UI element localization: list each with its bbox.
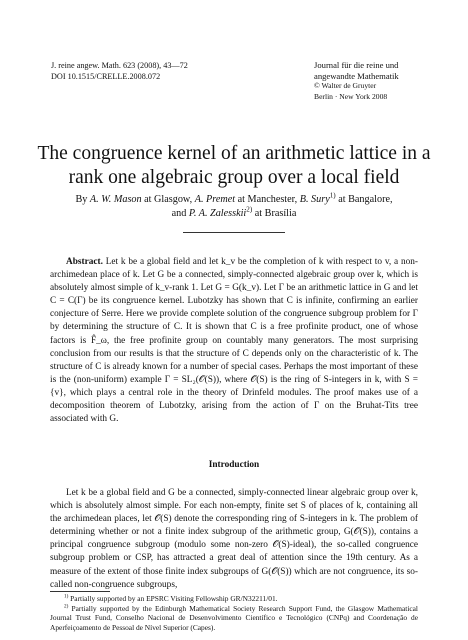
author-location: at Glasgow,	[141, 194, 195, 205]
title-divider	[183, 232, 285, 233]
footnote-mark: 1)	[64, 593, 69, 600]
abstract-label: Abstract.	[66, 257, 103, 267]
abstract	[50, 256, 418, 426]
footnote-marker: 2)	[246, 205, 253, 214]
footnote	[50, 594, 418, 604]
author-name: A. Premet	[194, 194, 236, 205]
publisher-place: Berlin · New York 2008	[314, 91, 388, 101]
doi: DOI 10.1515/CRELLE.2008.072	[51, 71, 161, 81]
author-location: at Manchester,	[235, 194, 300, 205]
paper-title: The congruence kernel of an arithmetic lattice in a rank one algebraic group over a local field	[37, 143, 431, 188]
abstract-text: Let k be a global field and let k_v be the completion of k with respect to v, a non-archimedean place of k. Let G be a connected, simply-connected algebraic group over k, which is absolutely almost simple of k_v-rank 1. Let G = G(k_v). Let Γ be an arithmetic lattice in G and let C = C(Γ) be its congruence kernel. Lubotzky has shown that C is infinite, confirming an earlier conjecture of Serre. Here we provide complete solution of the congruence subgroup problem for Γ by determining the structure of C. It is shown that C is a free profinite product, one of whose factors is F̂_ω, the free profinite group on countably many generators. The most surprising conclusion from our results is that the structure of C depends only on the characteristic of k. The structure of C is already known for a number of special cases. Perhaps the most important of these is the (non-uniform) example Γ = SL₂(𝒪(S)), where 𝒪(S) is the ring of S-integers in k, with S = {v}, which plays a central role in the theory of Drinfeld modules. The proof makes use of a decomposition theorem of Lubotzky, arising from the action of Γ on the Bruhat-Tits tree associated with G.	[50, 257, 418, 425]
author-location: at Brasília	[252, 207, 297, 219]
author-name: B. Sury	[299, 194, 330, 205]
footnote-text: Partially supported by an EPSRC Visiting Fellowship GR/N32211/01.	[70, 594, 278, 603]
journal-reference	[51, 61, 188, 82]
author-name: P. A. Zalesskii	[188, 207, 247, 219]
journal-name-line1: Journal für die reine und	[314, 60, 399, 70]
author-and: and	[171, 207, 189, 219]
section-heading: Introduction	[208, 460, 260, 470]
footnotes	[50, 594, 418, 632]
journal-name-line2: angewandte Mathematik	[314, 70, 399, 81]
journal-masthead	[314, 60, 399, 102]
author-name: A. W. Mason	[89, 194, 142, 205]
author-location: at Bangalore,	[335, 194, 393, 205]
publisher: © Walter de Gruyter	[314, 81, 377, 90]
footnote-mark: 2)	[64, 603, 69, 610]
footnote-text: Partially supported by the Edinburgh Mathematical Society Research Support Fund, the Glasgow Mathematical Journal Trust Fund, Conselho Nacional de Desenvolvimento Científico e Tecnológico (CNPq) and Coordenação de Aperfeiçoamento de Pessoal de Nível Superior (Capes).	[50, 603, 418, 632]
footnote	[50, 604, 418, 633]
journal-citation: J. reine angew. Math. 623 (2008), 43—72	[51, 61, 188, 70]
introduction-paragraph: Let k be a global field and G be a connected, simply-connected linear algebraic group over k, which is absolutely almost simple. For each non-empty, finite set S of places of k, containing all the archimedean places, let 𝒪(S) denote the corresponding ring of S-integers in k. The problem of determining whether or not a finite index subgroup of the arithmetic group, G(𝒪(S)), contains a principal congruence subgroup (modulo some non-zero 𝒪(S)-ideal), the so-called congruence subgroup problem or CSP, has attracted a great deal of attention since the 19th century. As a measure of the extent of those finite index subgroups of G(𝒪(S)) which are not congruence, its so-called non-congruence subgroups,	[50, 488, 418, 590]
author-line	[40, 193, 428, 220]
author-by: By	[75, 194, 88, 205]
footnote-divider	[50, 591, 110, 592]
footnote-marker: 1)	[329, 191, 336, 200]
